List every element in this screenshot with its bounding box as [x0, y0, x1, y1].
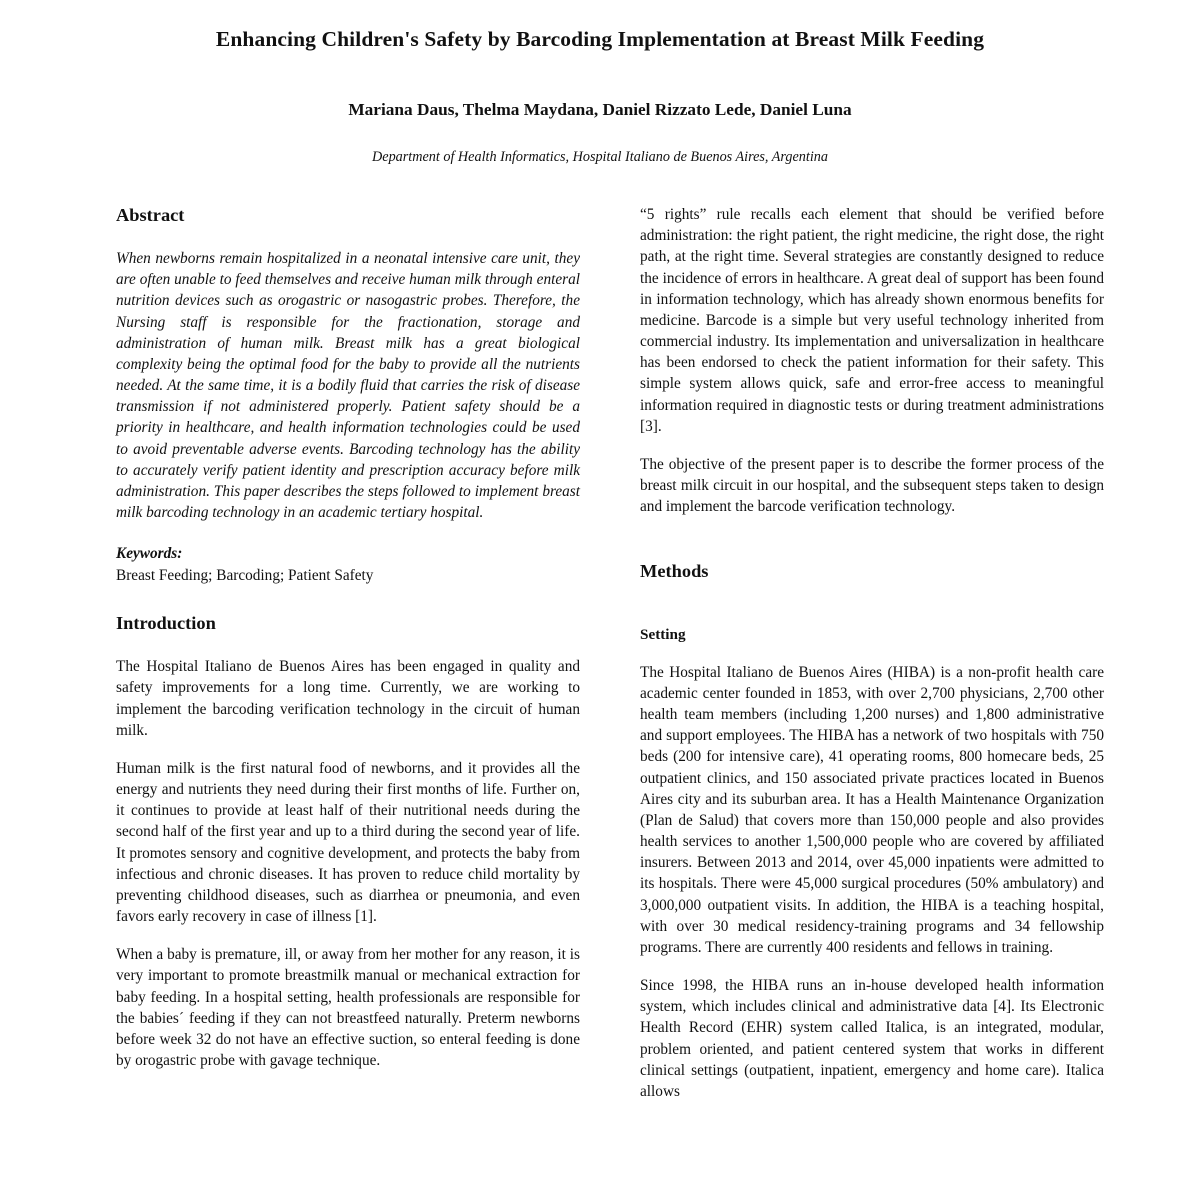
section-spacer: [640, 534, 1104, 560]
introduction-heading: Introduction: [116, 613, 216, 634]
section-spacer: [116, 586, 580, 612]
paragraph-setting-2: Since 1998, the HIBA runs an in-house developed health information system, which includes clinical and administrative data [4]. Its Electronic Health Record (EHR) system called Italica, is an integrated, modular, problem oriented, and patient centered system that works in different clinical settings (outpatient, inpatient, emergency and home care). Italica allows: [640, 977, 1104, 1100]
paragraph-continued: “5 rights” rule recalls each element that should be verified before administration: the right patient, the right medicine, the right dose, the right path, at the right time. Several strategies are constantly designed to reduce the incidence of errors in healthcare. A great deal of support has been found in information technology, which has already shown enormous benefits for medicine. Barcode is a simple but very useful technology inherited from commercial industry. Its implementation and universalization in healthcare has been endorsed to check the patient information for their safety. This simple system allows quick, safe and error-free access to meaningful information required in diagnostic tests or during treatment administrations [3].: [640, 206, 1104, 435]
paragraph-intro-2: Human milk is the first natural food of newborns, and it provides all the energy and nutrients they need during their first months of life. Further on, it continues to provide at least half of their nutritional needs during the second half of the first year and up to a third during the second year of life. It promotes sensory and cognitive development, and protects the baby from infectious and chronic diseases. It has proven to reduce child mortality by preventing childhood diseases, such as diarrhea or pneumonia, and even favors early recovery in case of illness [1].: [116, 759, 580, 926]
keywords-label: Keywords:: [116, 545, 183, 563]
abstract-text: When newborns remain hospitalized in a neonatal intensive care unit, they are often unable to feed themselves and receive human milk through enteral nutrition devices such as orogastric or nasogastric probes. Therefore, the Nursing staff is responsible for the fractionation, storage and administration of human milk. Breast milk has a great biological complexity being the optimal food for the baby to provide all the nutrients needed. At the same time, it is a bodily fluid that carries the risk of disease transmission if not administered properly. Patient safety should be a priority in healthcare, and health information technologies could be used to avoid preventable adverse events. Barcoding technology has the ability to accurately verify patient identity and prescription accuracy before milk administration. This paper describes the steps followed to implement breast milk barcoding technology in an academic tertiary hospital.: [116, 250, 580, 522]
paragraph-objective: The objective of the present paper is to describe the former process of the breast milk circuit in our hospital, and the subsequent steps taken to design and implement the barcode verification technology.: [640, 455, 1104, 516]
subsection-spacer: [640, 602, 1104, 626]
paper-header: [0, 0, 1200, 167]
setting-heading: Setting: [640, 626, 686, 644]
page-title: Enhancing Children's Safety by Barcoding Implementation at Breast Milk Feeding: [215, 27, 985, 51]
paragraph-setting-1: The Hospital Italiano de Buenos Aires (HIBA) is a non-profit health care academic center founded in 1853, with over 2,700 physicians, 2,700 other health team members (including 1,200 nurses) and 1,800 administrative and support employees. The HIBA has a network of two hospitals with 750 beds (200 for intensive care), 41 operating rooms, 800 homecare beds, 25 outpatient clinics, and 150 associated private practices located in Buenos Aires city and its suburban area. It has a Health Maintenance Organization (Plan de Salud) that covers more than 150,000 people and also provides health services to another 1,500,000 people who are covered by affiliated insurers. Between 2013 and 2014, over 45,000 inpatients were admitted to its hospitals. There were 45,000 surgical procedures (50% ambulatory) and 3,000,000 outpatient visits. In addition, the HIBA is a teaching hospital, with over 30 medical residency-training programs and 34 fellowship programs. There are currently 400 residents and fellows in training.: [640, 663, 1104, 956]
affiliation-line: Department of Health Informatics, Hospital Italiano de Buenos Aires, Argentina: [372, 149, 828, 166]
author-list: Mariana Daus, Thelma Maydana, Daniel Rizzato Lede, Daniel Luna: [348, 99, 852, 119]
left-column: [116, 204, 580, 1102]
keywords-list: Breast Feeding; Barcoding; Patient Safety: [116, 566, 374, 584]
right-column: [640, 204, 1104, 1102]
paragraph-intro-1: The Hospital Italiano de Buenos Aires has been engaged in quality and safety improvements for a long time. Currently, we are working to implement the barcoding verification technology in the circuit of human milk.: [116, 658, 580, 739]
paragraph-intro-3: When a baby is premature, ill, or away from her mother for any reason, it is very important to promote breastmilk manual or mechanical extraction for baby feeding. In a hospital setting, health professionals are responsible for the babies´ feeding if they can not breastfeed naturally. Preterm newborns before week 32 do not have an effective suction, so enteral feeding is done by orogastric probe with gavage technique.: [116, 946, 580, 1070]
abstract-heading: Abstract: [116, 205, 185, 225]
body-columns: [116, 204, 1108, 1102]
methods-heading: Methods: [640, 561, 709, 582]
